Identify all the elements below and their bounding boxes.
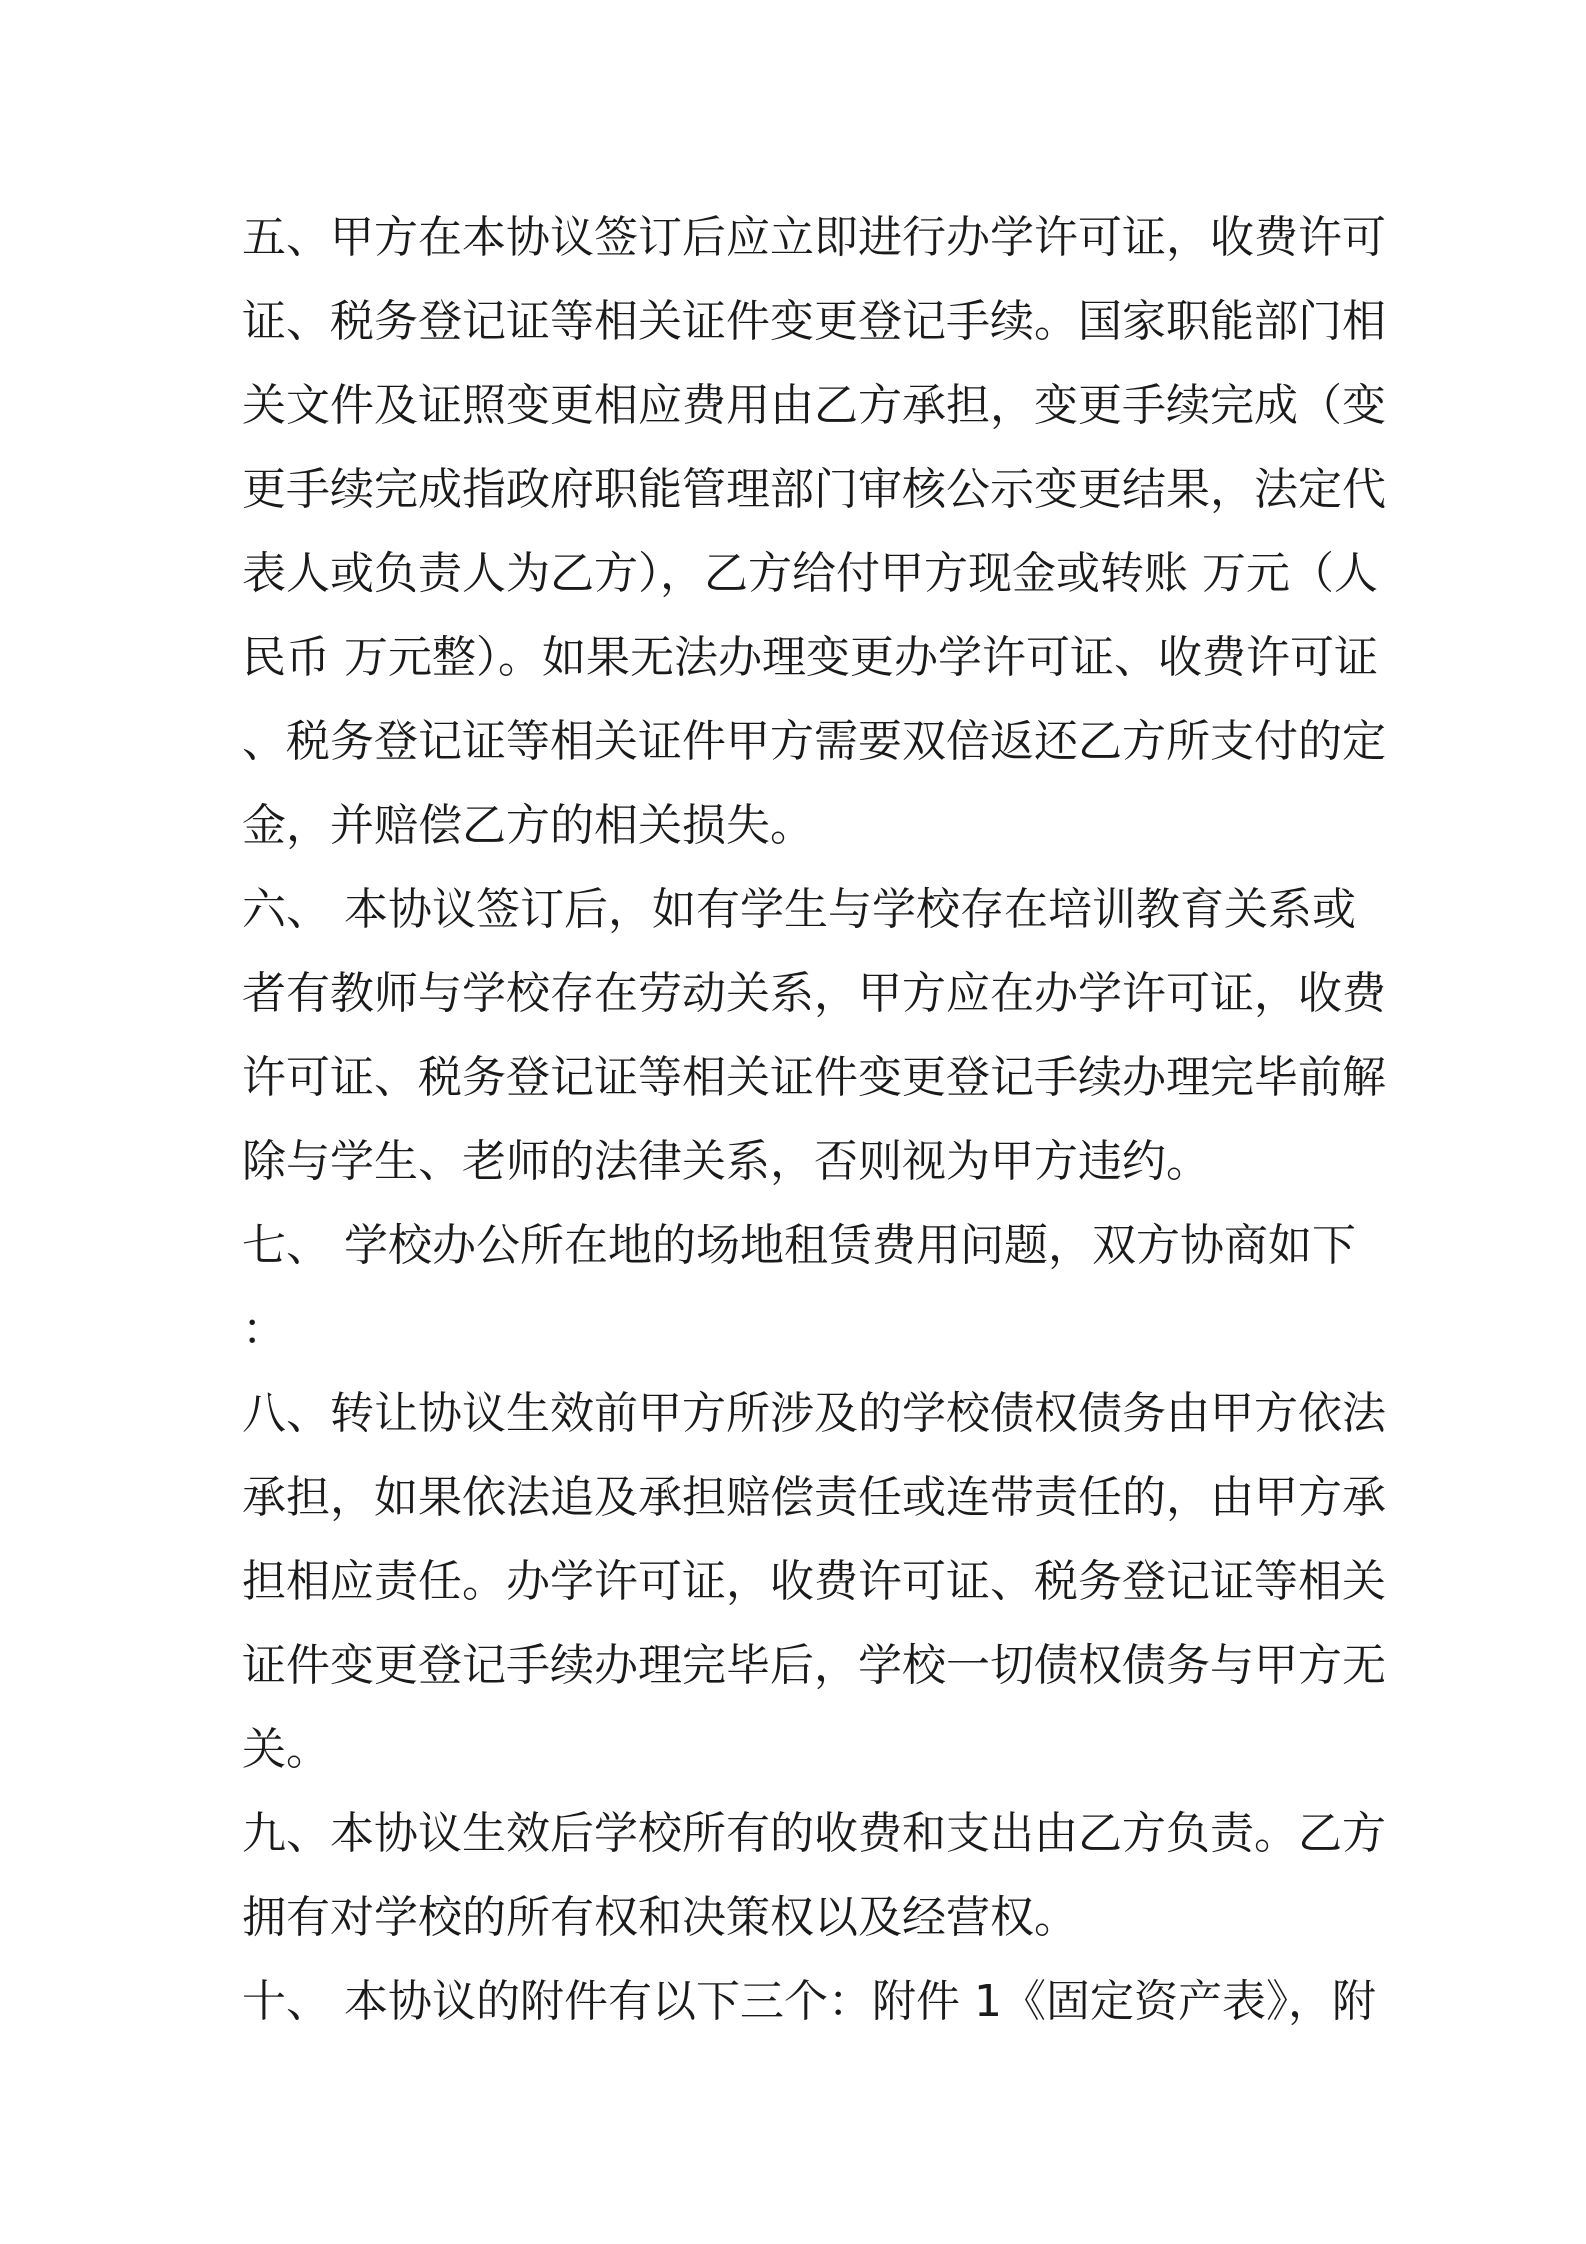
text-line: ： [242, 1304, 286, 1355]
agreement-text [242, 196, 1386, 2044]
text-line: 者有教师与学校存在劳动关系，甲方应在办学许可证，收费 [242, 968, 1386, 1019]
text-line: 金，并赔偿乙方的相关损失。 [242, 800, 814, 851]
text-line: 除与学生、老师的法律关系，否则视为甲方违约。 [242, 1136, 1210, 1187]
text-line: 证、税务登记证等相关证件变更登记手续。国家职能部门相 [242, 296, 1386, 347]
text-line: 六、 本协议签订后，如有学生与学校存在培训教育关系或 [242, 884, 1356, 935]
text-line: 关。 [242, 1724, 330, 1775]
text-line: 七、 学校办公所在地的场地租赁费用问题，双方协商如下 [242, 1220, 1356, 1271]
text-line: 民币 万元整）。如果无法办理变更办学许可证、收费许可证 [242, 632, 1378, 683]
text-line: 更手续完成指政府职能管理部门审核公示变更结果，法定代 [242, 464, 1386, 515]
text-line: 表人或负责人为乙方），乙方给付甲方现金或转账 万元（人 [242, 548, 1378, 599]
text-line: 十、 本协议的附件有以下三个：附件 1《固定资产表》，附 [242, 1976, 1376, 2027]
text-line: 五、甲方在本协议签订后应立即进行办学许可证，收费许可 [242, 212, 1386, 263]
text-line: 许可证、税务登记证等相关证件变更登记手续办理完毕前解 [242, 1052, 1386, 1103]
text-line: 担相应责任。办学许可证，收费许可证、税务登记证等相关 [242, 1556, 1386, 1607]
text-line: 关文件及证照变更相应费用由乙方承担，变更手续完成（变 [242, 380, 1386, 431]
text-line: 证件变更登记手续办理完毕后，学校一切债权债务与甲方无 [242, 1640, 1386, 1691]
text-line: 承担，如果依法追及承担赔偿责任或连带责任的，由甲方承 [242, 1472, 1386, 1523]
text-line: 八、转让协议生效前甲方所涉及的学校债权债务由甲方依法 [242, 1388, 1386, 1439]
text-line: 拥有对学校的所有权和决策权以及经营权。 [242, 1892, 1078, 1943]
text-line: 九、本协议生效后学校所有的收费和支出由乙方负责。乙方 [242, 1808, 1386, 1859]
text-line: 、税务登记证等相关证件甲方需要双倍返还乙方所支付的定 [242, 716, 1386, 767]
